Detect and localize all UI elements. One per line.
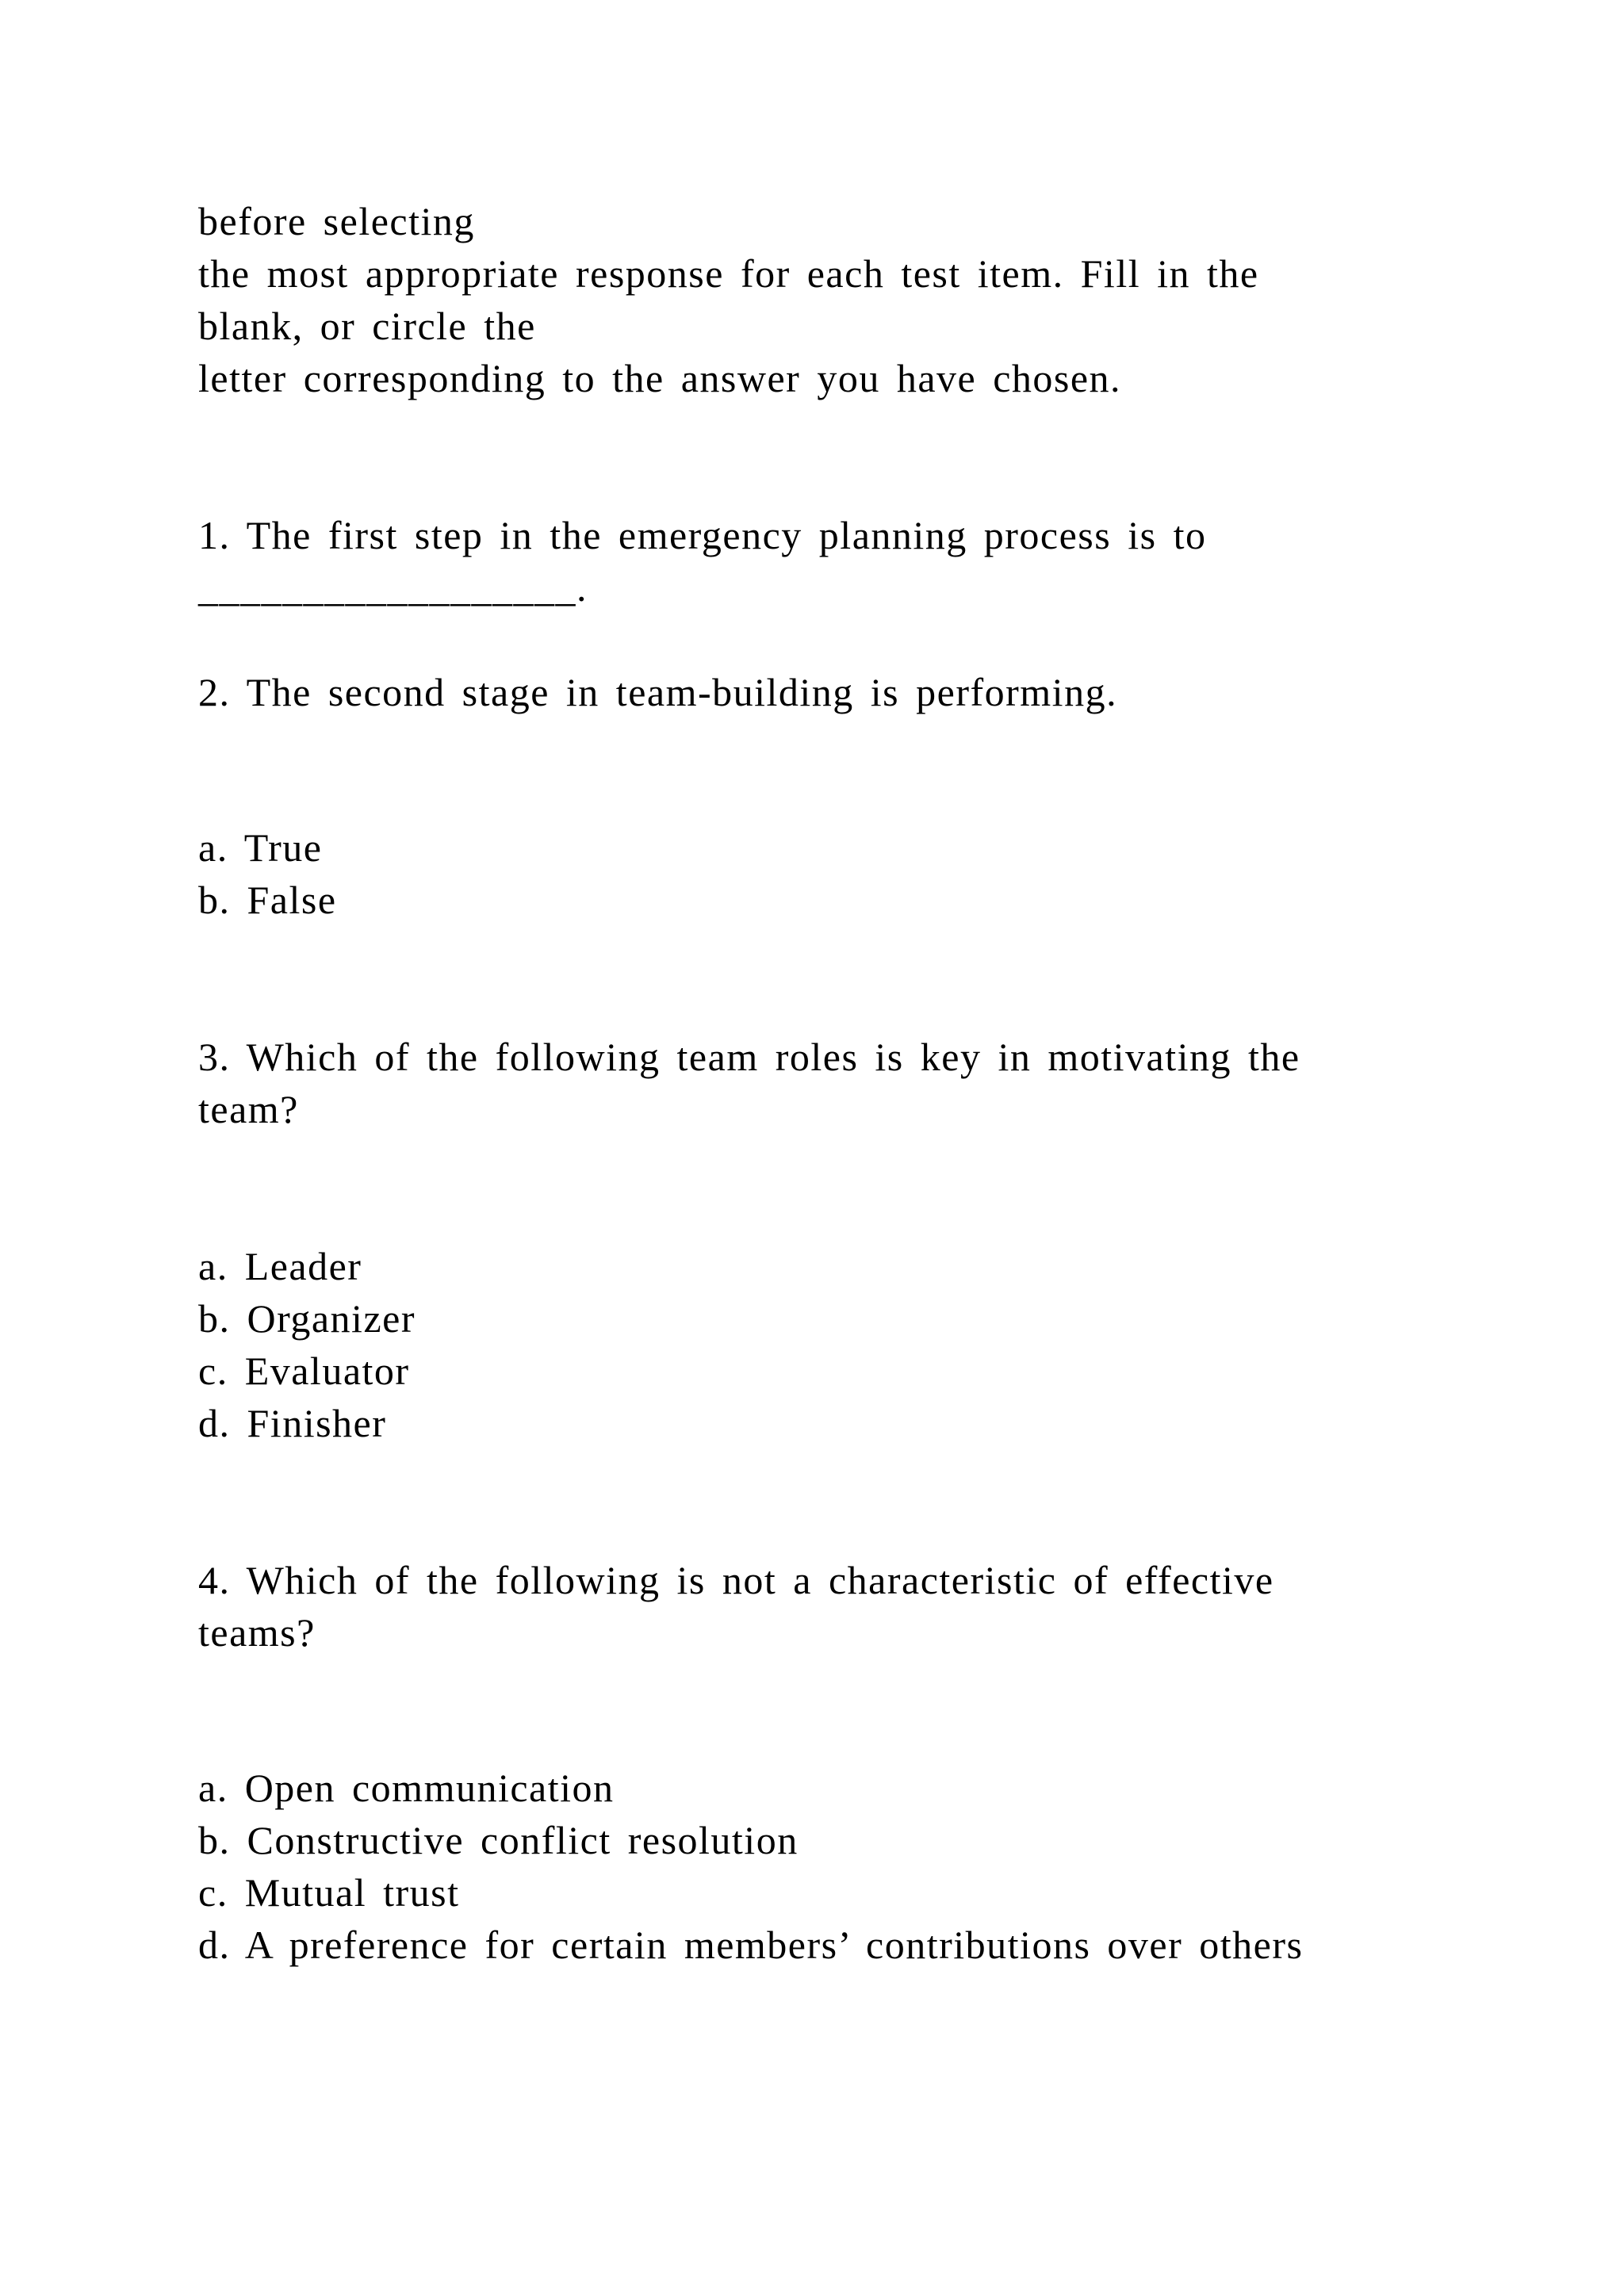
question-1-text: 1. The first step in the emergency planning process is to	[198, 513, 1207, 557]
question-1-answer-blank: __________________.	[198, 565, 588, 610]
instructions-line: letter corresponding to the answer you have chosen.	[198, 356, 1122, 400]
question-3-option-c: c. Evaluator	[198, 1349, 410, 1393]
question-4-text: 4. Which of the following is not a characteristic of effective	[198, 1558, 1274, 1602]
question-4-option-c: c. Mutual trust	[198, 1870, 460, 1915]
instructions-line: the most appropriate response for each test item. Fill in the	[198, 251, 1259, 296]
question-4-option-a: a. Open communication	[198, 1766, 615, 1810]
question-3-option-d: d. Finisher	[198, 1401, 387, 1445]
question-2-option-a: a. True	[198, 825, 323, 870]
question-4-option-d: d. A preference for certain members’ contributions over others	[198, 1923, 1304, 1967]
question-4-text-cont: teams?	[198, 1610, 316, 1655]
question-2-text: 2. The second stage in team-building is performing.	[198, 670, 1118, 714]
question-3-option-a: a. Leader	[198, 1244, 362, 1288]
question-4-option-b: b. Constructive conflict resolution	[198, 1818, 799, 1862]
question-3-text-cont: team?	[198, 1087, 299, 1131]
question-3-text: 3. Which of the following team roles is key in motivating the	[198, 1035, 1300, 1079]
instructions-line: before selecting	[198, 199, 475, 243]
question-2-option-b: b. False	[198, 878, 337, 922]
question-3-option-b: b. Organizer	[198, 1296, 416, 1341]
instructions-line: blank, or circle the	[198, 304, 536, 348]
